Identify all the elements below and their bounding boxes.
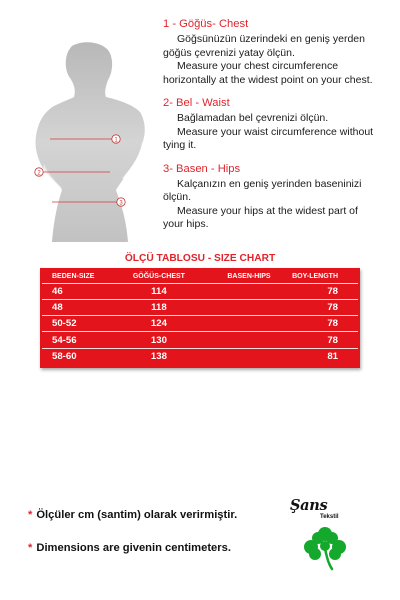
column-header-size: BEDEN-SIZE [42,270,112,283]
cell-length: 78 [292,316,358,332]
size-chart-table [40,268,360,368]
body-silhouette-figure [22,42,160,242]
column-header-length: BOY-LENGTH [292,270,358,283]
waist-section [163,97,395,153]
cell-chest: 114 [112,283,207,299]
waist-line-1: Bağlamadan bel çevrenizi ölçün. [177,112,329,125]
cell-size: 50-52 [42,316,112,332]
size-chart-title: ÖLÇÜ TABLOSU - SIZE CHART [124,253,276,264]
cell-size: 46 [42,283,112,299]
note-text: Ölçüler cm (santim) olarak verirmiştir. [36,509,238,521]
cell-hips [206,348,291,364]
chest-line-1: Göğsünüzün üzerindeki en geniş yerden [177,33,365,46]
hips-line-1: Kalçanızın en geniş yerinden baseninizi [177,178,362,191]
cell-size: 58-60 [52,351,77,363]
cell-chest: 124 [112,316,207,332]
note-star: * [28,509,33,521]
marker-2-label: 2 [37,170,41,177]
waist-line-2: Measure your waist circumference without [177,125,374,138]
cell-length: 78 [292,283,358,299]
logo-name: Şans [290,497,328,514]
note-text: Dimensions are givenin centimeters. [36,542,231,554]
column-header-hips: BASEN-HIPS [206,270,291,283]
waist-line-3: tying it. [163,139,197,152]
hips-section [163,163,395,232]
hips-line-3: Measure your hips at the widest part of [177,204,358,217]
measurement-instructions [163,18,395,242]
chest-line-2: göğüs çevrenizi yatay ölçün. [163,46,295,59]
cell-hips [206,283,291,299]
table-row [42,348,358,364]
chest-section [163,18,395,87]
cell-chest: 118 [112,299,207,315]
cell-hips [206,299,291,315]
measure-markers [22,42,160,242]
column-header-chest: GÖĞÜS-CHEST [112,270,207,283]
cell-length: 81 [327,351,338,363]
cell-length: 78 [292,299,358,315]
note-units-english [28,542,231,554]
chest-line-3: Measure your chest circumference [177,60,339,73]
table-row [42,332,358,348]
cell-chest: 138 [150,351,167,363]
cell-chest: 130 [112,332,207,348]
chest-title: 1 - Göğüs- Chest [163,18,249,30]
cell-size: 54-56 [42,332,112,348]
hips-title: 3- Basen - Hips [163,162,241,175]
table-row [42,316,358,332]
hips-line-4: your hips. [163,218,209,231]
waist-title: 2- Bel - Waist [163,97,230,110]
chest-line-4: horizontally at the widest point on your chest. [163,73,373,86]
marker-1-label: 1 [114,137,118,144]
hips-line-2: ölçün. [163,191,192,204]
note-units-turkish [28,509,237,521]
clover-icon [302,525,348,571]
table-header-row [42,270,358,283]
cell-length: 78 [292,332,358,348]
cell-hips [206,316,291,332]
cell-size: 48 [42,299,112,315]
table-row [42,283,358,299]
marker-3-label: 3 [119,200,123,207]
logo-subtitle: Tekstil [320,514,339,520]
table-row [42,299,358,315]
brand-logo [290,497,360,577]
cell-hips [206,332,291,348]
note-star: * [28,542,33,554]
